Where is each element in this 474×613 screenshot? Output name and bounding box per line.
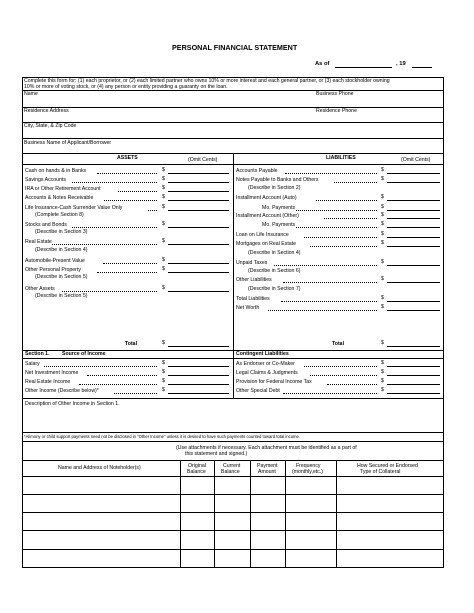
- noteholder-row[interactable]: [22, 549, 444, 568]
- col-noteholder: Name and Address of Noteholder(s): [58, 465, 141, 471]
- income-amount-field[interactable]: [168, 393, 229, 394]
- section-2-note-1: (Use attachments if necessary. Each attachment must be identified as a part of: [176, 445, 357, 451]
- name-field[interactable]: [22, 90, 444, 107]
- noteholder-row[interactable]: [22, 512, 444, 530]
- section-1-title: Source of Income: [62, 351, 106, 357]
- contingent-label: Provision for Federal Income Tax: [236, 379, 312, 385]
- asset-amount-field[interactable]: [168, 291, 229, 292]
- as-of-label: As of: [315, 61, 330, 67]
- liabilities-heading: LIABILITIES: [326, 155, 356, 161]
- name-label: Name: [24, 91, 38, 97]
- col-current-l1: Current: [223, 463, 241, 469]
- asset-label: Savings Accounts: [25, 177, 66, 183]
- income-amount-field[interactable]: [168, 384, 229, 385]
- liability-amount-field[interactable]: [387, 182, 440, 183]
- liability-sublabel: (Describe in Section 7): [248, 286, 301, 292]
- contingent-title: Contingent Liabilities: [236, 351, 289, 357]
- income-amount-field[interactable]: [168, 366, 229, 367]
- liability-sublabel: Mo. Payments: [262, 222, 296, 228]
- liabilities-omit-cents: (Omit Cents): [401, 157, 431, 163]
- col-payment-l2: Amount: [258, 469, 276, 475]
- liabilities-total-label: Total: [332, 341, 345, 347]
- assets-omit-cents: (Omit Cents): [188, 157, 218, 163]
- liability-amount-field[interactable]: [387, 301, 440, 302]
- contingent-label: As Endorser or Co-Maker: [236, 361, 295, 367]
- city-state-zip-field[interactable]: [22, 122, 444, 138]
- income-label: Salary: [25, 361, 40, 367]
- noteholder-row[interactable]: [22, 476, 444, 494]
- asset-label: Accounts & Notes Receivable: [25, 195, 94, 201]
- instructions-line-2: 10% or more of voting stock, or (4) any person or entity providing a guaranty on the loan.: [24, 84, 228, 90]
- contingent-amount-field[interactable]: [387, 366, 440, 367]
- year-field[interactable]: [412, 67, 432, 68]
- asset-amount-field[interactable]: [168, 182, 229, 183]
- liability-label: Other Liabilities: [236, 277, 272, 283]
- income-label: Net Investment Income: [25, 370, 79, 376]
- liability-sublabel: (Describe in Section 6): [248, 268, 301, 274]
- liability-amount-field[interactable]: [387, 310, 440, 311]
- asset-sublabel: (Complete Section 8): [35, 212, 84, 218]
- contingent-label: Legal Claims & Judgments: [236, 370, 298, 376]
- liability-label: Unpaid Taxes: [236, 260, 268, 266]
- contingent-amount-field[interactable]: [387, 384, 440, 385]
- col-secured-l1: How Secured or Endorsed: [357, 463, 418, 469]
- liability-amount-field[interactable]: [387, 218, 440, 219]
- instructions-line-1: Complete this form for: (1) each proprietor, or (2) each limited partner who owns 10% or more interest and each general partner, or (3) each stockholder owning: [24, 78, 390, 84]
- asset-amount-field[interactable]: [168, 200, 229, 201]
- asset-sublabel: (Describe in Section 4): [35, 247, 88, 253]
- col-original-l1: Original: [188, 463, 206, 469]
- asset-label: Cash on hands & in Banks: [25, 168, 87, 174]
- contingent-label: Other Special Debt: [236, 388, 280, 394]
- contingent-amount-field[interactable]: [387, 375, 440, 376]
- liabilities-total-field[interactable]: [387, 346, 440, 347]
- description-field[interactable]: [22, 408, 444, 432]
- year-prefix: , 19: [396, 61, 406, 67]
- business-phone-label: Business Phone: [316, 91, 354, 97]
- liability-amount-field[interactable]: [387, 210, 440, 211]
- liability-amount-field[interactable]: [387, 282, 440, 283]
- residence-address-field[interactable]: [22, 107, 444, 122]
- assets-heading: ASSETS: [117, 155, 138, 161]
- asset-sublabel: (Describe in Section 3): [35, 229, 88, 235]
- as-of-date-field[interactable]: [335, 67, 392, 68]
- contingent-amount-field[interactable]: [387, 393, 440, 394]
- asset-label: Life Insurance-Cash Surrender Value Only: [25, 205, 123, 211]
- residence-phone-label: Residence Phone: [316, 108, 357, 114]
- liability-amount-field[interactable]: [387, 265, 440, 266]
- liability-amount-field[interactable]: [387, 246, 440, 247]
- description-label: Description of Other Income in Section 1.: [25, 401, 120, 407]
- asset-amount-field[interactable]: [168, 272, 229, 273]
- liability-label: Total Liabilities: [236, 296, 270, 302]
- asset-amount-field[interactable]: [168, 173, 229, 174]
- alimony-footnote: *Alimony or child support payments need not be disclosed in "Other Income" unless it is desired to have such payments counted toward total income.: [24, 434, 301, 439]
- liability-label: Notes Payable to Banks and Others: [236, 177, 319, 183]
- section-2-note-2: this statement and signed.): [185, 451, 248, 457]
- asset-sublabel: (Describe in Section 5): [35, 274, 88, 280]
- asset-label: Automobile-Present Value: [25, 258, 85, 264]
- liability-label: Installment Account (Other): [236, 213, 299, 219]
- liability-sublabel: (Describe in Section 4): [248, 250, 301, 256]
- col-frequency-l1: Frequency: [296, 463, 321, 469]
- business-name-field[interactable]: [22, 138, 444, 153]
- liability-label: Net Worth: [236, 305, 260, 311]
- assets-total-field[interactable]: [168, 346, 229, 347]
- city-state-zip-label: City, State, & Zip Code: [24, 123, 77, 129]
- business-name-label: Business Name of Applicant/Borrower: [24, 140, 112, 146]
- liability-amount-field[interactable]: [387, 227, 440, 228]
- liability-amount-field[interactable]: [387, 200, 440, 201]
- asset-sublabel: (Describe in Section 5): [35, 293, 88, 299]
- liability-amount-field[interactable]: [387, 237, 440, 238]
- noteholder-row[interactable]: [22, 530, 444, 549]
- col-payment-l1: Payment: [257, 463, 278, 469]
- asset-label: Real Estate: [25, 239, 52, 245]
- col-original-l2: Balance: [187, 469, 206, 475]
- liability-label: Mortgages on Real Estate: [236, 241, 296, 247]
- liability-amount-field[interactable]: [387, 173, 440, 174]
- col-secured-l2: Type of Collateral: [360, 469, 401, 475]
- income-label: Other Income (Describe below)*: [25, 388, 99, 394]
- residence-address-label: Residence Address: [24, 108, 69, 114]
- liability-label: Accounts Payable: [236, 168, 278, 174]
- liability-sublabel: (Describe in Section 2): [248, 185, 301, 191]
- asset-label: Other Assets: [25, 286, 55, 292]
- section-1-label: Section 1.: [25, 351, 50, 357]
- liability-sublabel: Mo. Payments: [262, 205, 296, 211]
- income-label: Real Estate Income: [25, 379, 71, 385]
- asset-amount-field[interactable]: [168, 244, 229, 245]
- noteholder-row[interactable]: [22, 494, 444, 512]
- asset-amount-field[interactable]: [168, 191, 229, 192]
- asset-label: Stocks and Bonds: [25, 222, 67, 228]
- page-title: PERSONAL FINANCIAL STATEMENT: [172, 43, 298, 52]
- col-frequency-l2: (monthly,etc.): [292, 469, 324, 475]
- asset-amount-field[interactable]: [168, 263, 229, 264]
- assets-total-label: Total: [125, 341, 138, 347]
- liability-label: Loan on Life Insurance: [236, 232, 289, 238]
- asset-label: Other Personal Property: [25, 267, 81, 273]
- asset-amount-field[interactable]: [168, 210, 229, 211]
- income-amount-field[interactable]: [168, 375, 229, 376]
- asset-label: IRA or Other Retirement Account: [25, 186, 101, 192]
- col-current-l2: Balance: [221, 469, 240, 475]
- liability-label: Installment Account (Auto): [236, 195, 297, 201]
- asset-amount-field[interactable]: [168, 227, 229, 228]
